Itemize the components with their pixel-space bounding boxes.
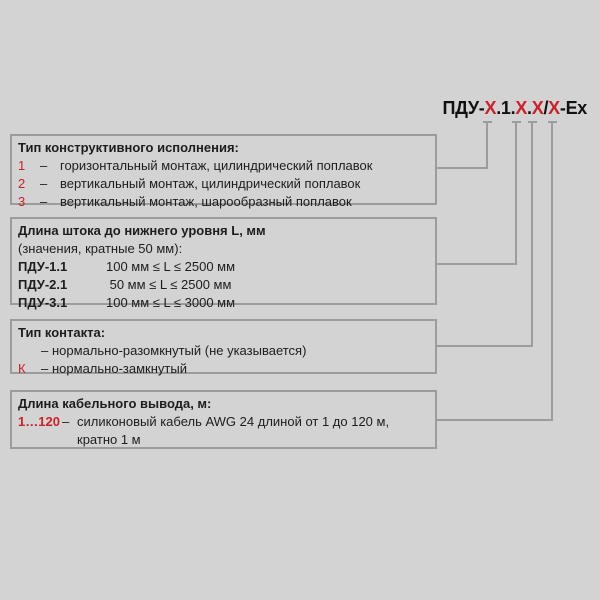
option-code — [18, 342, 41, 360]
option-dash: – — [41, 343, 49, 358]
option-row — [18, 294, 427, 312]
code-segment: / — [543, 98, 549, 118]
option-row — [18, 157, 427, 175]
option-row — [18, 276, 427, 294]
connector-line-cable — [437, 123, 553, 421]
box-title: Длина штока до нижнего уровня L, мм — [18, 223, 266, 238]
option-code: К — [18, 361, 26, 376]
option-row — [18, 360, 427, 378]
model-code: ПДУ-3.1 — [18, 295, 68, 310]
option-row — [18, 193, 427, 211]
code-placeholder-contact: X — [531, 98, 544, 118]
product-code — [442, 98, 587, 119]
length-range: 50 мм ≤ L ≤ 2500 мм — [106, 277, 232, 292]
box-title: Длина кабельного вывода, м: — [18, 396, 212, 411]
option-code: 2 — [18, 176, 26, 191]
code-segment: .1. — [496, 98, 516, 118]
option-code: 1 — [18, 158, 26, 173]
option-row — [18, 413, 427, 449]
code-placeholder-design: X — [484, 98, 497, 118]
option-dash: – — [40, 194, 48, 209]
code-segment: . — [527, 98, 532, 118]
box-cable-length — [10, 390, 437, 449]
option-text: нормально-разомкнутый (не указывается) — [52, 343, 307, 358]
option-code: 1…120 — [18, 414, 60, 429]
option-row — [18, 342, 427, 360]
code-segment: ПДУ- — [442, 98, 485, 118]
option-row — [18, 175, 427, 193]
option-row — [18, 258, 427, 276]
option-code: 3 — [18, 194, 26, 209]
box-contact-type — [10, 319, 437, 374]
option-dash: – — [40, 176, 48, 191]
option-dash: – — [62, 414, 70, 429]
option-dash: – — [41, 361, 49, 376]
box-rod-length — [10, 217, 437, 310]
option-text: нормально-замкнутый — [52, 361, 187, 376]
length-range: 100 мм ≤ L ≤ 2500 мм — [106, 259, 236, 274]
box-construction-type — [10, 134, 437, 209]
option-dash: – — [40, 158, 48, 173]
length-range: 100 мм ≤ L ≤ 3000 мм — [106, 295, 236, 310]
box-title: Тип контакта: — [18, 325, 106, 340]
option-text: горизонтальный монтаж, цилиндрический поплавок — [60, 158, 373, 173]
box-title: Тип конструктивного исполнения: — [18, 140, 239, 155]
code-placeholder-cable: X — [548, 98, 560, 118]
code-segment: -Ex — [559, 98, 587, 118]
option-text-line1: силиконовый кабель AWG 24 длиной от 1 до 120 м, — [77, 414, 390, 429]
box-subtitle: (значения, кратные 50 мм): — [18, 241, 183, 256]
option-text — [77, 413, 427, 449]
code-placeholder-length: X — [515, 98, 528, 118]
option-text-line2: кратно 1 м — [77, 432, 141, 447]
model-code: ПДУ-1.1 — [18, 259, 68, 274]
option-text: вертикальный монтаж, цилиндрический поплавок — [60, 176, 361, 191]
option-text: вертикальный монтаж, шарообразный поплавок — [60, 194, 352, 209]
model-code: ПДУ-2.1 — [18, 277, 68, 292]
